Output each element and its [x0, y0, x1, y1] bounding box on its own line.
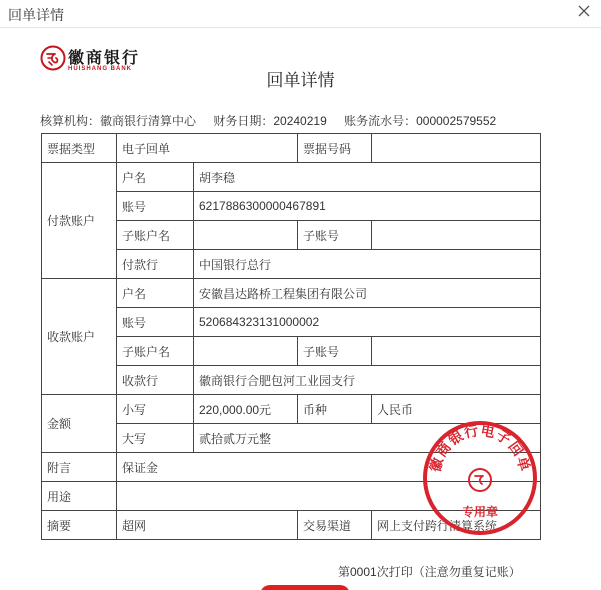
table-row — [42, 279, 541, 308]
dialog-title: 回单详情 — [8, 7, 64, 23]
table-row — [42, 221, 541, 250]
bill-number-label: 票据号码 — [298, 134, 372, 163]
table-row — [42, 453, 541, 482]
payer-account-label: 账号 — [117, 192, 194, 221]
currency-label: 币种 — [298, 395, 372, 424]
payer-subaccount-no-label: 子账号 — [298, 221, 372, 250]
payer-subaccount-no — [372, 221, 541, 250]
seal-bottom-text: 专用章 — [461, 505, 499, 519]
table-row — [42, 163, 541, 192]
bank-name-en: HUISHANG BANK — [68, 66, 132, 72]
payer-bank: 中国银行总行 — [194, 250, 541, 279]
currency: 人民币 — [372, 395, 541, 424]
table-row — [42, 395, 541, 424]
payee-account-label: 账号 — [117, 308, 194, 337]
print-button[interactable] — [260, 585, 350, 590]
payer-name-label: 户名 — [117, 163, 194, 192]
payee-subaccount-no-label: 子账号 — [298, 337, 372, 366]
payer-subaccount-name — [194, 221, 298, 250]
payee-subaccount-name-label: 子账户名 — [117, 337, 194, 366]
amount-lower: 220,000.00元 — [194, 395, 298, 424]
table-row — [42, 366, 541, 395]
payee-section-label: 收款账户 — [42, 279, 117, 395]
bill-type-value: 电子回单 — [117, 134, 298, 163]
amount-upper-label: 大写 — [117, 424, 194, 453]
payer-name: 胡李稳 — [194, 163, 541, 192]
payee-account: 520684323131000002 — [194, 308, 541, 337]
bank-name-cn: 徽商银行 — [68, 50, 141, 67]
payer-bank-label: 付款行 — [117, 250, 194, 279]
memo-label: 附言 — [42, 453, 117, 482]
table-row — [42, 424, 541, 453]
summary-label: 摘要 — [42, 511, 117, 540]
payer-section-label: 付款账户 — [42, 163, 117, 279]
receipt-table — [41, 133, 541, 540]
payee-subaccount-no — [372, 337, 541, 366]
memo-value: 保证金 — [117, 453, 541, 482]
seal-top-text: 徽商银行电子回单 — [426, 422, 534, 474]
dialog-header — [0, 0, 601, 28]
receipt-meta — [40, 112, 510, 129]
payer-subaccount-name-label: 子账户名 — [117, 221, 194, 250]
purpose-label: 用途 — [42, 482, 117, 511]
amount-section-label: 金额 — [42, 395, 117, 453]
payer-account: 6217886300000467891 — [194, 192, 541, 221]
table-row — [42, 134, 541, 163]
table-row — [42, 308, 541, 337]
bill-type-label: 票据类型 — [42, 134, 117, 163]
table-row — [42, 482, 541, 511]
amount-upper: 贰拾贰万元整 — [194, 424, 541, 453]
table-row — [42, 192, 541, 221]
payee-name: 安徽昌达路桥工程集团有限公司 — [194, 279, 541, 308]
channel-label: 交易渠道 — [298, 511, 372, 540]
purpose-value — [117, 482, 541, 511]
payee-subaccount-name — [194, 337, 298, 366]
summary-value: 超网 — [117, 511, 298, 540]
financial-date: 财务日期：20240219 — [213, 114, 327, 128]
print-count-note: 第0001次打印（注意勿重复记账） — [338, 565, 521, 579]
channel-value: 网上支付跨行清算系统 — [372, 511, 541, 540]
accounting-org: 核算机构：徽商银行清算中心 — [40, 114, 197, 128]
bill-number-value — [372, 134, 541, 163]
table-row — [42, 337, 541, 366]
close-icon[interactable] — [577, 4, 591, 18]
amount-lower-label: 小写 — [117, 395, 194, 424]
table-row — [42, 511, 541, 540]
serial-number: 账务流水号：000002579552 — [344, 114, 497, 128]
payee-name-label: 户名 — [117, 279, 194, 308]
document-title: 回单详情 — [266, 71, 335, 90]
table-row — [42, 250, 541, 279]
payee-bank-label: 收款行 — [117, 366, 194, 395]
payee-bank: 徽商银行合肥包河工业园支行 — [194, 366, 541, 395]
